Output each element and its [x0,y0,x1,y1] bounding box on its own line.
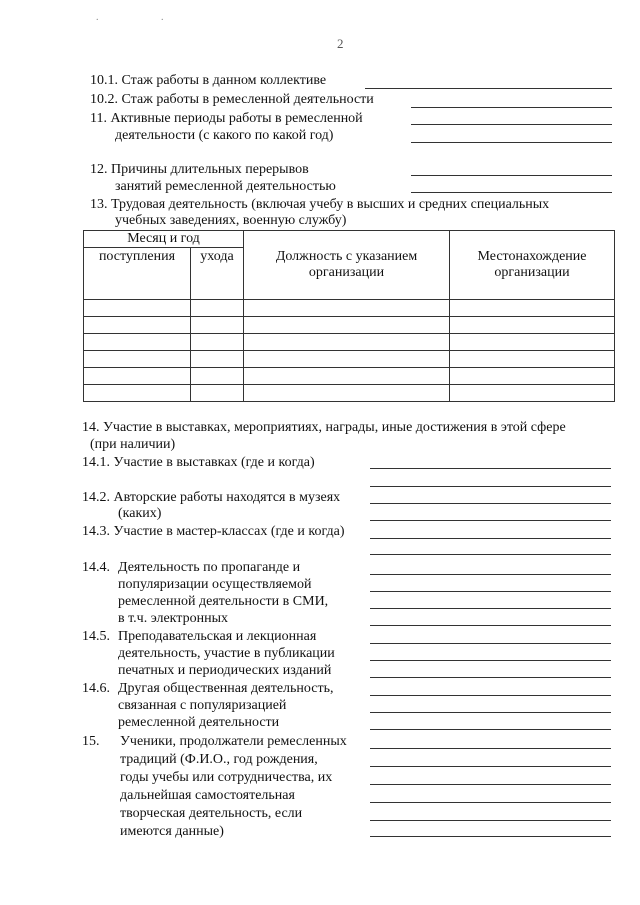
item-14-2-label-line2: (каких) [118,506,162,521]
item-13-label-line2: учебных заведениях, военную службу) [115,213,347,228]
item-15-line-4[interactable] [370,802,611,803]
table-row [84,385,615,402]
item-14-4-line-3[interactable] [370,608,611,609]
item-14-4-label-line3: ремесленной деятельности в СМИ, [118,594,329,609]
item-15-line-5[interactable] [370,820,611,821]
item-15-line-1[interactable] [370,748,611,749]
item-14-label-line2: (при наличии) [90,437,176,452]
item-14-4-label-line2: популяризации осуществляемой [118,577,312,592]
table-row [84,317,615,334]
table-row [84,334,615,351]
item-12-line-2[interactable] [411,192,612,193]
item-11-label-line1: 11. Активные периоды работы в ремесленной [90,111,363,126]
item-14-label-line1: 14. Участие в выставках, мероприятиях, награды, иные достижения в этой сфере [82,420,566,435]
page-number: 2 [337,36,344,51]
scan-marks: . . [96,12,194,23]
item-14-4-label-line4: в т.ч. электронных [118,611,228,626]
item-14-4-number: 14.4. [82,560,110,575]
item-14-3-label: 14.3. Участие в мастер-классах (где и когда) [82,524,345,539]
item-15-line-6[interactable] [370,836,611,837]
item-14-5-line-2[interactable] [370,660,611,661]
item-14-1-line-1[interactable] [370,468,611,469]
item-14-1-line-2[interactable] [370,486,611,487]
item-14-5-line-1[interactable] [370,643,611,644]
table-row [84,300,615,317]
item-14-6-label-line3: ремесленной деятельности [118,715,280,730]
item-11-label-line2: деятельности (с какого по какой год) [115,128,334,143]
employment-table [83,230,615,402]
item-14-5-label-line2: деятельность, участие в публикации [118,646,335,661]
month-year-header: Месяц и год [84,231,244,248]
item-14-4-line-1[interactable] [370,574,611,575]
item-15-label-line6: имеются данные) [120,824,224,839]
item-15-label-line2: традиций (Ф.И.О., год рождения, [120,752,318,767]
item-10-1-label: 10.1. Стаж работы в данном коллективе [90,73,327,88]
location-header: Местонахождение организации [450,231,615,300]
item-14-4-line-2[interactable] [370,591,611,592]
item-14-6-number: 14.6. [82,681,110,696]
item-11-line-2[interactable] [411,142,612,143]
item-15-label-line1: Ученики, продолжатели ремесленных [120,734,347,749]
item-15-number: 15. [82,734,100,749]
item-10-2-label: 10.2. Стаж работы в ремесленной деятельности [90,92,374,107]
item-12-line-1[interactable] [411,175,612,176]
item-14-6-line-2[interactable] [370,712,611,713]
item-15-label-line5: творческая деятельность, если [120,806,303,821]
exit-header: ухода [191,248,244,300]
item-14-3-line-2[interactable] [370,554,611,555]
item-14-2-line-1[interactable] [370,503,611,504]
item-15-label-line4: дальнейшая самостоятельная [120,788,295,803]
entry-header: поступления [84,248,191,300]
item-14-5-label-line3: печатных и периодических изданий [118,663,332,678]
item-14-5-number: 14.5. [82,629,110,644]
item-14-3-line-1[interactable] [370,538,611,539]
item-14-6-line-1[interactable] [370,695,611,696]
table-row [84,368,615,385]
item-11-line-1[interactable] [411,124,612,125]
item-13-label-line1: 13. Трудовая деятельность (включая учебу в высших и средних специальных [90,197,550,212]
item-15-line-2[interactable] [370,766,611,767]
item-14-6-line-3[interactable] [370,729,611,730]
item-15-line-3[interactable] [370,784,611,785]
item-14-5-line-3[interactable] [370,677,611,678]
item-15-label-line3: годы учебы или сотрудничества, их [120,770,333,785]
item-14-2-label-line1: 14.2. Авторские работы находятся в музеях [82,490,341,505]
item-14-5-label-line1: Преподавательская и лекционная [118,629,317,644]
item-10-1-line[interactable] [365,88,612,89]
item-14-4-label-line1: Деятельность по пропаганде и [118,560,301,575]
item-12-label-line2: занятий ремесленной деятельностью [115,179,336,194]
item-14-6-label-line2: связанная с популяризацией [118,698,287,713]
item-14-4-line-4[interactable] [370,625,611,626]
item-14-1-label: 14.1. Участие в выставках (где и когда) [82,455,315,470]
item-14-2-line-2[interactable] [370,520,611,521]
item-10-2-line[interactable] [411,107,612,108]
item-12-label-line1: 12. Причины длительных перерывов [90,162,309,177]
table-row [84,351,615,368]
item-14-6-label-line1: Другая общественная деятельность, [118,681,334,696]
position-header: Должность с указанием организации [244,231,450,300]
